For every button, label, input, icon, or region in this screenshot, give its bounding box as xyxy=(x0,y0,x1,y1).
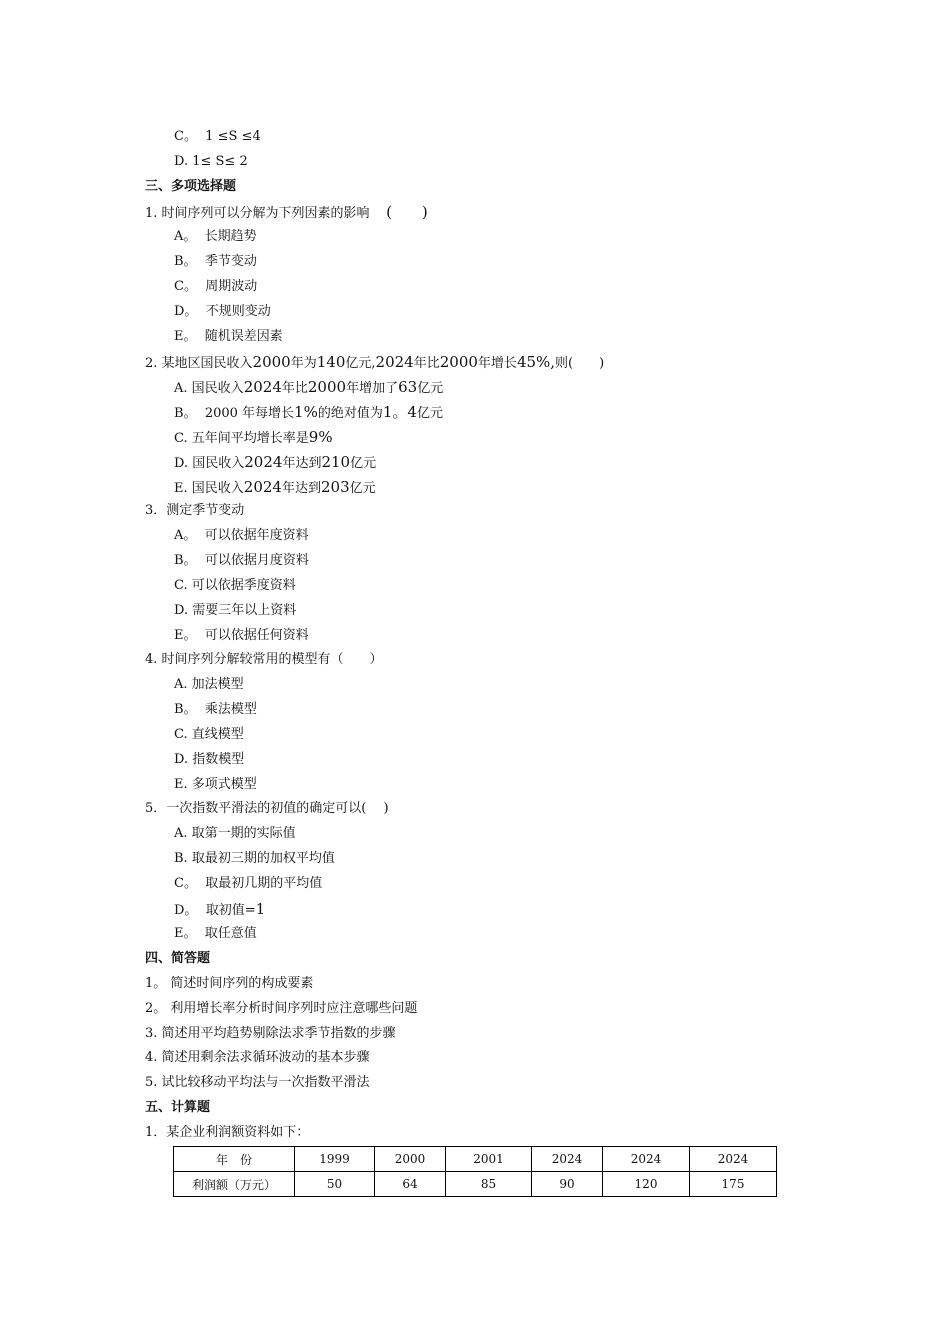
option-label: E. xyxy=(174,777,188,792)
table-cell: 2024 xyxy=(532,1147,603,1172)
option-text: 年比 xyxy=(281,381,308,396)
prev-option-d xyxy=(174,153,248,171)
short-answer-2: 2。 利用增长率分析时间序列时应注意哪些问题 xyxy=(145,1001,418,1016)
option-text: 乘法模型 xyxy=(204,702,257,717)
section-heading-calculation: 五、计算题 xyxy=(145,1100,211,1115)
option-number: 2024 xyxy=(244,453,283,471)
option-text: 1≤ S≤ 2 xyxy=(192,154,248,169)
table-cell: 120 xyxy=(603,1172,690,1197)
q1-option-d xyxy=(174,303,271,321)
option-text: 亿元 xyxy=(349,481,376,496)
stem-number: 2000 xyxy=(252,353,291,371)
option-number: 203 xyxy=(320,478,350,496)
option-text: 取任意值 xyxy=(204,926,257,941)
table-cell: 2000 xyxy=(375,1147,446,1172)
option-text: 周期波动 xyxy=(205,279,258,294)
option-label: B。 xyxy=(174,553,197,568)
q4-option-b xyxy=(174,701,257,719)
option-text: 取最初三期的加权平均值 xyxy=(191,851,335,866)
question-stem: 1. 时间序列可以分解为下列因素的影响 xyxy=(145,206,370,221)
table-row-label: 年 份 xyxy=(174,1147,295,1172)
option-label: B。 xyxy=(174,254,197,269)
option-text: 可以依据季度资料 xyxy=(191,578,296,593)
table-row-profit xyxy=(174,1172,777,1197)
table-row-year xyxy=(174,1147,777,1172)
option-label: E。 xyxy=(174,329,197,344)
option-label: C。 xyxy=(174,876,197,891)
q3-option-d xyxy=(174,602,296,620)
q4-option-a xyxy=(174,676,244,694)
table-cell: 64 xyxy=(375,1172,446,1197)
stem-number: 2000 xyxy=(439,353,478,371)
table-cell: 175 xyxy=(690,1172,777,1197)
answer-paren: ( ) xyxy=(386,203,428,221)
option-label: A。 xyxy=(174,528,197,543)
question-5: 5．一次指数平滑法的初值的确定可以( ) xyxy=(145,801,389,816)
profit-table xyxy=(173,1146,777,1197)
option-label: D. xyxy=(174,456,189,471)
option-text: 亿元 xyxy=(416,406,443,421)
stem-number: 2024 xyxy=(375,353,414,371)
option-text: 国民收入 xyxy=(192,456,245,471)
prev-option-c xyxy=(174,128,261,146)
short-answer-5: 5. 试比较移动平均法与一次指数平滑法 xyxy=(145,1075,370,1090)
stem-text: 年比 xyxy=(413,356,440,371)
option-text: 取最初几期的平均值 xyxy=(205,876,323,891)
q4-option-d xyxy=(174,751,244,769)
option-text: 季节变动 xyxy=(204,254,257,269)
option-text: 多项式模型 xyxy=(191,777,257,792)
option-label: A. xyxy=(174,381,188,396)
question-4: 4. 时间序列分解较常用的模型有（ ） xyxy=(145,652,383,667)
q5-option-a xyxy=(174,825,296,843)
option-text: 年达到 xyxy=(281,481,321,496)
option-label: E. xyxy=(174,481,188,496)
option-text: 亿元 xyxy=(350,456,377,471)
option-label: C。 xyxy=(174,129,197,144)
option-label: C。 xyxy=(174,279,197,294)
table-cell: 2001 xyxy=(446,1147,532,1172)
stem-number: 45%, xyxy=(516,353,556,371)
q3-option-e xyxy=(174,627,309,645)
option-label: A. xyxy=(174,826,188,841)
option-text: 国民收入 xyxy=(191,481,244,496)
option-number: 1 xyxy=(255,900,266,918)
option-text: 年达到 xyxy=(282,456,322,471)
option-text: 长期趋势 xyxy=(204,229,257,244)
q1-option-e xyxy=(174,328,283,346)
q2-option-c xyxy=(174,428,333,448)
option-label: C. xyxy=(174,727,188,742)
option-text: 可以依据月度资料 xyxy=(204,553,309,568)
option-number: 1% xyxy=(294,403,318,421)
q2-option-e xyxy=(174,478,376,498)
q3-option-c xyxy=(174,577,296,595)
option-label: D. xyxy=(174,603,189,618)
option-label: A. xyxy=(174,677,188,692)
option-label: E。 xyxy=(174,926,197,941)
option-label: D。 xyxy=(174,903,198,918)
option-text: 直线模型 xyxy=(191,727,244,742)
table-cell: 2024 xyxy=(603,1147,690,1172)
stem-text: 年增长 xyxy=(477,356,517,371)
option-label: D. xyxy=(174,154,189,169)
option-label: B. xyxy=(174,851,188,866)
option-text: 不规则变动 xyxy=(205,304,271,319)
section-heading-short-answer: 四、简答题 xyxy=(145,951,211,966)
option-label: D. xyxy=(174,752,189,767)
option-text: 指数模型 xyxy=(192,752,245,767)
option-label: E。 xyxy=(174,628,197,643)
option-number: 9% xyxy=(308,428,333,446)
stem-text: 则( ) xyxy=(555,356,605,371)
question-3: 3．测定季节变动 xyxy=(145,503,245,518)
short-answer-3: 3. 简述用平均趋势剔除法求季节指数的步骤 xyxy=(145,1026,396,1041)
stem-text: 2. 某地区国民收入 xyxy=(145,356,253,371)
q3-option-a xyxy=(174,527,309,545)
option-label: D。 xyxy=(174,304,198,319)
table-cell: 90 xyxy=(532,1172,603,1197)
stem-text: 年为 xyxy=(290,356,317,371)
option-number: 2024 xyxy=(243,378,282,396)
table-row-label: 利润额（万元） xyxy=(174,1172,295,1197)
option-label: B。 xyxy=(174,702,197,717)
option-text: 的绝对值为 xyxy=(317,406,383,421)
option-number: 63 xyxy=(398,378,418,396)
option-text: 亿元 xyxy=(417,381,444,396)
q4-option-c xyxy=(174,726,244,744)
option-number: 210 xyxy=(321,453,351,471)
q1-option-a xyxy=(174,228,257,246)
option-text: 需要三年以上资料 xyxy=(192,603,297,618)
q1-option-b xyxy=(174,253,257,271)
option-label: A。 xyxy=(174,229,197,244)
option-label: B。 xyxy=(174,406,197,421)
option-label: C. xyxy=(174,578,188,593)
short-answer-1: 1。 简述时间序列的构成要素 xyxy=(145,976,314,991)
calc-question-1: 1．某企业利润额资料如下： xyxy=(145,1125,310,1140)
option-number: 2024 xyxy=(243,478,282,496)
q4-option-e xyxy=(174,776,257,794)
section-heading-multiple-choice: 三、多项选择题 xyxy=(145,179,237,194)
option-text: 2000 年每增长 xyxy=(204,406,295,421)
q3-option-b xyxy=(174,552,309,570)
q1-option-c xyxy=(174,278,257,296)
option-text: 五年间平均增长率是 xyxy=(191,431,309,446)
stem-number: 140 xyxy=(316,353,346,371)
table-cell: 2024 xyxy=(690,1147,777,1172)
option-text: 随机误差因素 xyxy=(204,329,283,344)
question-1 xyxy=(145,203,428,223)
table-cell: 50 xyxy=(295,1172,375,1197)
table-cell: 85 xyxy=(446,1172,532,1197)
q2-option-d xyxy=(174,453,376,473)
option-text: 取第一期的实际值 xyxy=(191,826,296,841)
table-cell: 1999 xyxy=(295,1147,375,1172)
option-text: 加法模型 xyxy=(191,677,244,692)
option-text: 1 ≤S ≤4 xyxy=(205,129,261,144)
q5-option-b xyxy=(174,850,335,868)
option-text: 取初值= xyxy=(205,903,256,918)
stem-text: 亿元, xyxy=(345,356,376,371)
option-label: C. xyxy=(174,431,188,446)
question-2 xyxy=(145,353,604,373)
q2-option-a xyxy=(174,378,443,398)
q5-option-e xyxy=(174,925,257,943)
option-text: 可以依据年度资料 xyxy=(204,528,309,543)
q2-option-b xyxy=(174,403,443,423)
option-text: 可以依据任何资料 xyxy=(204,628,309,643)
option-text: 年增加了 xyxy=(346,381,399,396)
option-text: 国民收入 xyxy=(191,381,244,396)
short-answer-4: 4. 简述用剩余法求循环波动的基本步骤 xyxy=(145,1050,370,1065)
option-number: 2000 xyxy=(307,378,347,396)
q5-option-d xyxy=(174,900,265,920)
option-number: 1。4 xyxy=(382,403,417,421)
q5-option-c xyxy=(174,875,322,893)
